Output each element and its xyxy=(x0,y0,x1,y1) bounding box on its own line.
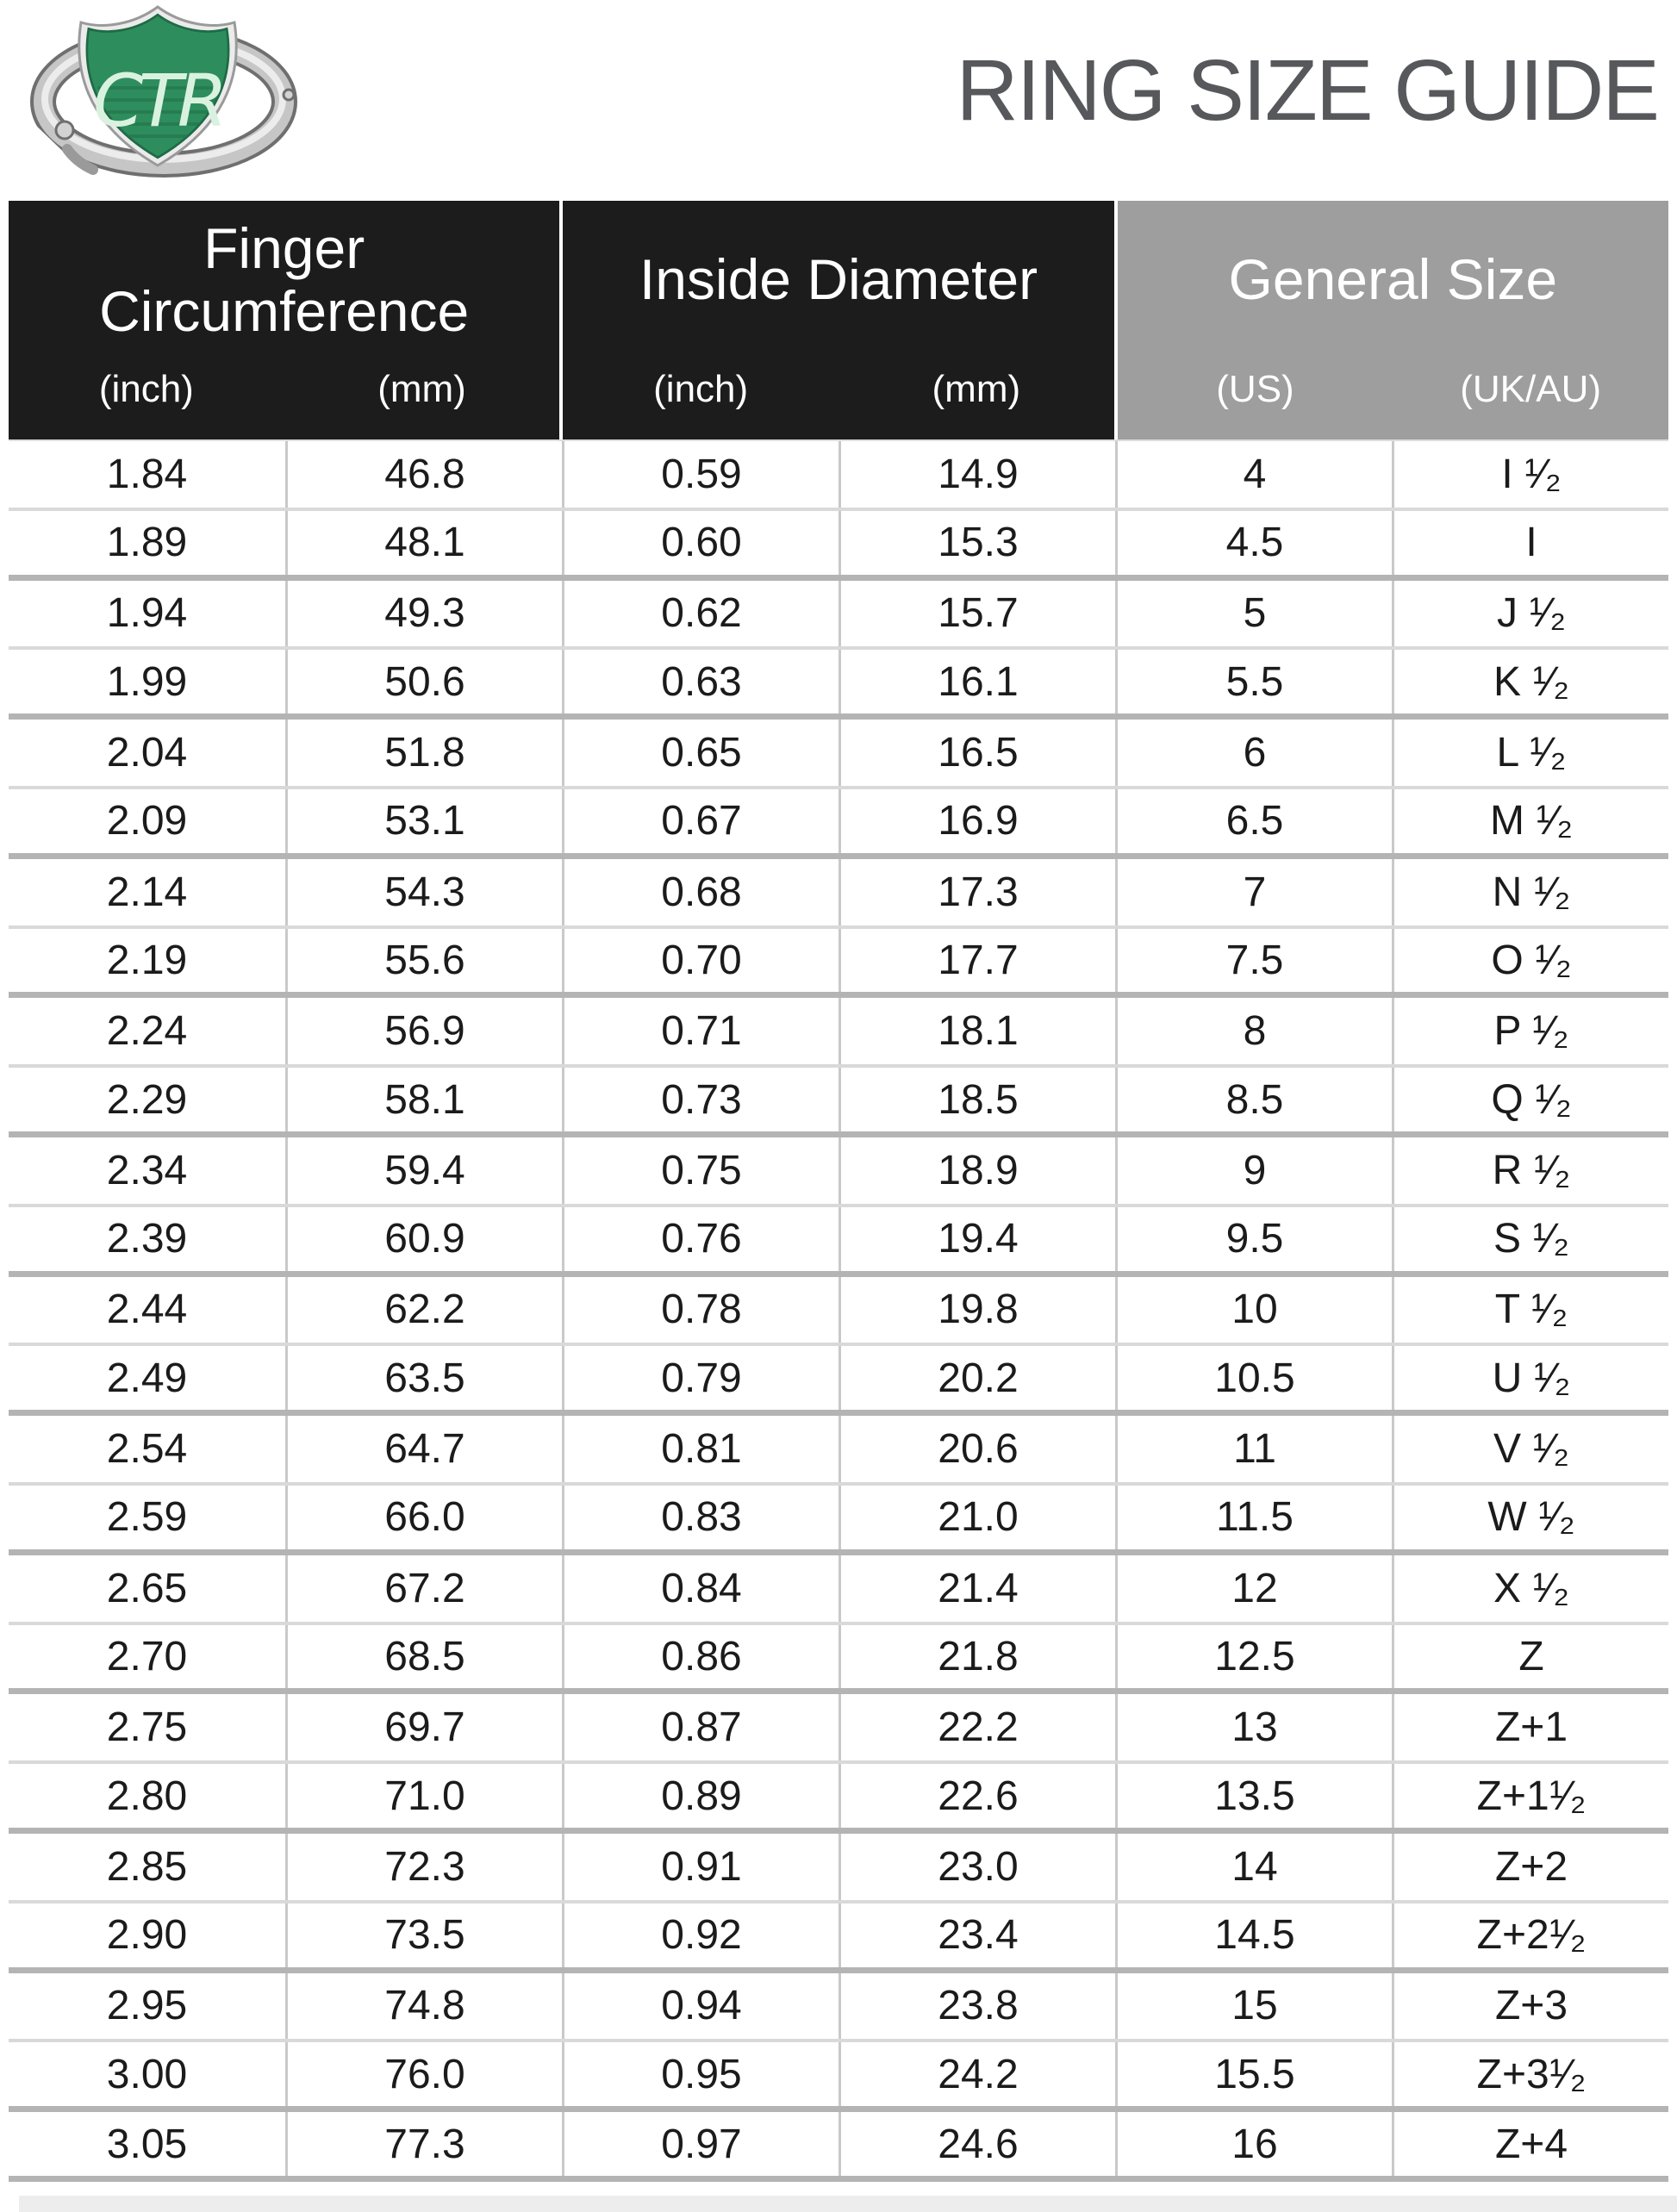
table-cell: V ¹⁄₂ xyxy=(1392,1416,1668,1482)
table-cell: 5.5 xyxy=(1115,650,1392,713)
table-cell: 2.85 xyxy=(106,1843,188,1890)
group-label: Inside Diameter xyxy=(639,247,1038,312)
table-cell: 23.8 xyxy=(838,1973,1115,2040)
table-cell: 50.6 xyxy=(285,650,562,713)
table-row xyxy=(9,1207,1668,1277)
table-cell: 0.87 xyxy=(562,1694,838,1760)
table-cell: U ¹⁄₂ xyxy=(1392,1346,1668,1410)
table-cell: 4.5 xyxy=(1115,511,1392,575)
table-cell: Z+1¹⁄₂ xyxy=(1392,1764,1668,1828)
table-cell: 2.04 xyxy=(106,730,188,776)
table-cell: 72.3 xyxy=(285,1834,562,1900)
table-cell: 2.14 xyxy=(106,869,188,915)
table-cell: P ¹⁄₂ xyxy=(1392,998,1668,1064)
table-body xyxy=(9,439,1668,2182)
table-cell: 71.0 xyxy=(285,1764,562,1828)
table-cell: 76.0 xyxy=(285,2042,562,2106)
sub-header-row xyxy=(9,350,559,439)
table-row xyxy=(9,650,1668,720)
table-cell: 5 xyxy=(1115,581,1392,647)
table-cell: L ¹⁄₂ xyxy=(1392,720,1668,786)
table-cell: 13.5 xyxy=(1115,1764,1392,1828)
table-cell: 17.7 xyxy=(838,929,1115,993)
table-row xyxy=(9,929,1668,999)
table-cell: 20.6 xyxy=(838,1416,1115,1482)
table-cell: 15.7 xyxy=(838,581,1115,647)
table-cell: 0.94 xyxy=(562,1973,838,2040)
table-cell: 1.89 xyxy=(106,520,188,566)
table-cell: 77.3 xyxy=(285,2112,562,2176)
table-cell: 55.6 xyxy=(285,929,562,993)
table-cell: 23.4 xyxy=(838,1904,1115,1967)
table-cell: 0.71 xyxy=(562,998,838,1064)
table-row xyxy=(9,1137,1668,1207)
table-cell: 10.5 xyxy=(1115,1346,1392,1410)
table-cell: 17.3 xyxy=(838,859,1115,925)
band-notch-icon xyxy=(284,90,294,100)
table-cell: Z+1 xyxy=(1392,1694,1668,1760)
table-cell: 46.8 xyxy=(285,441,562,508)
table-row xyxy=(9,1346,1668,1416)
table-cell: 9.5 xyxy=(1115,1207,1392,1271)
table-cell: 11 xyxy=(1115,1416,1392,1482)
table-cell: 2.19 xyxy=(106,937,188,983)
sub-header-uk-au: (UK/AU) xyxy=(1460,368,1602,410)
table-cell: 10 xyxy=(1115,1277,1392,1343)
table-cell: 0.95 xyxy=(562,2042,838,2106)
band-clasp-end-icon xyxy=(56,122,73,139)
table-cell: Q ¹⁄₂ xyxy=(1392,1068,1668,1131)
table-cell: X ¹⁄₂ xyxy=(1392,1555,1668,1622)
table-cell: 22.2 xyxy=(838,1694,1115,1760)
table-cell: 0.60 xyxy=(562,511,838,575)
table-cell: 8.5 xyxy=(1115,1068,1392,1131)
table-cell: K ¹⁄₂ xyxy=(1392,650,1668,713)
table-cell: 23.0 xyxy=(838,1834,1115,1900)
ring-size-table xyxy=(9,201,1668,2182)
table-cell: W ¹⁄₂ xyxy=(1392,1486,1668,1549)
table-cell: 2.49 xyxy=(106,1355,188,1401)
table-row xyxy=(9,789,1668,859)
table-cell: 14 xyxy=(1115,1834,1392,1900)
table-cell: 0.78 xyxy=(562,1277,838,1343)
sub-header-inch: (inch) xyxy=(653,368,749,410)
table-cell: T ¹⁄₂ xyxy=(1392,1277,1668,1343)
table-row xyxy=(9,1555,1668,1625)
table-cell: 8 xyxy=(1115,998,1392,1064)
table-cell: 0.91 xyxy=(562,1834,838,1900)
table-cell: 3.00 xyxy=(106,2051,188,2097)
table-row xyxy=(9,998,1668,1068)
table-row xyxy=(9,1764,1668,1834)
table-cell: 6.5 xyxy=(1115,789,1392,853)
table-cell: 16 xyxy=(1115,2112,1392,2176)
table-cell: 7.5 xyxy=(1115,929,1392,993)
table-cell: 1.84 xyxy=(106,451,188,497)
table-cell: R ¹⁄₂ xyxy=(1392,1137,1668,1204)
table-cell: 20.2 xyxy=(838,1346,1115,1410)
table-cell: 2.34 xyxy=(106,1147,188,1193)
table-cell: 2.24 xyxy=(106,1008,188,1055)
table-cell: 2.09 xyxy=(106,798,188,844)
table-cell: 48.1 xyxy=(285,511,562,575)
table-row xyxy=(9,1904,1668,1973)
table-cell: I ¹⁄₂ xyxy=(1392,441,1668,508)
table-cell: 0.97 xyxy=(562,2112,838,2176)
sub-header-row xyxy=(563,350,1113,439)
table-cell: 2.54 xyxy=(106,1426,188,1473)
table-cell: 56.9 xyxy=(285,998,562,1064)
table-cell: 18.9 xyxy=(838,1137,1115,1204)
table-row xyxy=(9,1625,1668,1695)
table-cell: 0.59 xyxy=(562,441,838,508)
table-row xyxy=(9,1486,1668,1555)
table-row xyxy=(9,1068,1668,1137)
table-cell: 0.65 xyxy=(562,720,838,786)
table-cell: 21.4 xyxy=(838,1555,1115,1622)
table-cell: 2.90 xyxy=(106,1912,188,1959)
table-cell: 0.92 xyxy=(562,1904,838,1967)
table-cell: 59.4 xyxy=(285,1137,562,1204)
table-row xyxy=(9,441,1668,511)
group-label: Finger Circumference xyxy=(99,215,470,343)
table-cell: 2.80 xyxy=(106,1773,188,1819)
table-header xyxy=(9,201,1668,439)
table-cell: Z+2 xyxy=(1392,1834,1668,1900)
table-row xyxy=(9,1416,1668,1486)
table-cell: I xyxy=(1392,511,1668,575)
table-cell: 0.75 xyxy=(562,1137,838,1204)
table-cell: Z xyxy=(1392,1625,1668,1689)
table-cell: 9 xyxy=(1115,1137,1392,1204)
table-cell: 15.3 xyxy=(838,511,1115,575)
table-cell: 66.0 xyxy=(285,1486,562,1549)
table-cell: Z+3¹⁄₂ xyxy=(1392,2042,1668,2106)
table-cell: 21.8 xyxy=(838,1625,1115,1689)
table-row xyxy=(9,511,1668,581)
table-cell: 0.76 xyxy=(562,1207,838,1271)
table-cell: 0.81 xyxy=(562,1416,838,1482)
table-cell: 2.59 xyxy=(106,1494,188,1541)
table-cell: 13 xyxy=(1115,1694,1392,1760)
ctr-shield-icon xyxy=(79,7,236,165)
table-cell: 14.5 xyxy=(1115,1904,1392,1967)
table-cell: 2.70 xyxy=(106,1633,188,1679)
table-cell: 22.6 xyxy=(838,1764,1115,1828)
table-cell: 53.1 xyxy=(285,789,562,853)
group-label: General Size xyxy=(1228,247,1558,312)
table-row xyxy=(9,1694,1668,1764)
table-cell: 68.5 xyxy=(285,1625,562,1689)
table-cell: 7 xyxy=(1115,859,1392,925)
bottom-strip xyxy=(19,2196,1677,2212)
sub-header-us: (US) xyxy=(1216,368,1294,410)
table-cell: O ¹⁄₂ xyxy=(1392,929,1668,993)
ctr-ring-logo xyxy=(16,0,300,211)
table-cell: 62.2 xyxy=(285,1277,562,1343)
table-cell: 0.89 xyxy=(562,1764,838,1828)
table-cell: 74.8 xyxy=(285,1973,562,2040)
table-cell: 58.1 xyxy=(285,1068,562,1131)
header-group-finger-circumference xyxy=(9,201,559,439)
table-cell: 19.8 xyxy=(838,1277,1115,1343)
table-row xyxy=(9,2042,1668,2112)
table-row xyxy=(9,581,1668,651)
header-group-inside-diameter xyxy=(563,201,1113,439)
table-row xyxy=(9,720,1668,789)
table-cell: 6 xyxy=(1115,720,1392,786)
sub-header-row xyxy=(1118,350,1668,439)
table-cell: 69.7 xyxy=(285,1694,562,1760)
table-cell: 24.2 xyxy=(838,2042,1115,2106)
logo-monogram: CTR xyxy=(92,59,223,143)
table-cell: M ¹⁄₂ xyxy=(1392,789,1668,853)
table-cell: 64.7 xyxy=(285,1416,562,1482)
table-cell: 11.5 xyxy=(1115,1486,1392,1549)
table-cell: 49.3 xyxy=(285,581,562,647)
table-cell: 14.9 xyxy=(838,441,1115,508)
table-cell: 0.86 xyxy=(562,1625,838,1689)
sub-header-inch: (inch) xyxy=(98,368,194,410)
table-cell: 54.3 xyxy=(285,859,562,925)
table-cell: 63.5 xyxy=(285,1346,562,1410)
table-cell: 3.05 xyxy=(106,2121,188,2167)
sub-header-mm: (mm) xyxy=(932,368,1021,410)
table-cell: 1.99 xyxy=(106,658,188,705)
table-cell: 60.9 xyxy=(285,1207,562,1271)
table-cell: Z+3 xyxy=(1392,1973,1668,2040)
table-cell: 18.1 xyxy=(838,998,1115,1064)
table-cell: 21.0 xyxy=(838,1486,1115,1549)
table-cell: 0.73 xyxy=(562,1068,838,1131)
table-cell: 24.6 xyxy=(838,2112,1115,2176)
table-row xyxy=(9,859,1668,929)
table-cell: N ¹⁄₂ xyxy=(1392,859,1668,925)
table-cell: 2.39 xyxy=(106,1216,188,1262)
table-cell: 0.70 xyxy=(562,929,838,993)
table-cell: 16.1 xyxy=(838,650,1115,713)
table-row xyxy=(9,1277,1668,1347)
table-cell: 0.83 xyxy=(562,1486,838,1549)
table-cell: J ¹⁄₂ xyxy=(1392,581,1668,647)
table-cell: 2.95 xyxy=(106,1983,188,2029)
table-cell: 2.29 xyxy=(106,1076,188,1123)
table-cell: 0.67 xyxy=(562,789,838,853)
table-cell: 2.44 xyxy=(106,1287,188,1333)
table-cell: 0.63 xyxy=(562,650,838,713)
table-cell: 0.79 xyxy=(562,1346,838,1410)
table-row xyxy=(9,2112,1668,2182)
table-cell: 67.2 xyxy=(285,1555,562,1622)
sub-header-mm: (mm) xyxy=(377,368,466,410)
table-cell: 12.5 xyxy=(1115,1625,1392,1689)
table-cell: 19.4 xyxy=(838,1207,1115,1271)
table-cell: 4 xyxy=(1115,441,1392,508)
table-cell: 2.75 xyxy=(106,1704,188,1751)
table-cell: 15 xyxy=(1115,1973,1392,2040)
table-cell: 16.5 xyxy=(838,720,1115,786)
table-cell: Z+4 xyxy=(1392,2112,1668,2176)
header-group-general-size xyxy=(1118,201,1668,439)
table-cell: 0.84 xyxy=(562,1555,838,1622)
table-cell: 18.5 xyxy=(838,1068,1115,1131)
table-cell: 2.65 xyxy=(106,1565,188,1611)
table-cell: S ¹⁄₂ xyxy=(1392,1207,1668,1271)
table-cell: 51.8 xyxy=(285,720,562,786)
page-title: RING SIZE GUIDE xyxy=(956,42,1658,139)
table-row xyxy=(9,1973,1668,2043)
table-cell: 73.5 xyxy=(285,1904,562,1967)
table-cell: 0.68 xyxy=(562,859,838,925)
table-row xyxy=(9,1834,1668,1904)
table-cell: 16.9 xyxy=(838,789,1115,853)
table-cell: 12 xyxy=(1115,1555,1392,1622)
table-cell: 1.94 xyxy=(106,590,188,637)
table-cell: 0.62 xyxy=(562,581,838,647)
table-cell: Z+2¹⁄₂ xyxy=(1392,1904,1668,1967)
table-cell: 15.5 xyxy=(1115,2042,1392,2106)
